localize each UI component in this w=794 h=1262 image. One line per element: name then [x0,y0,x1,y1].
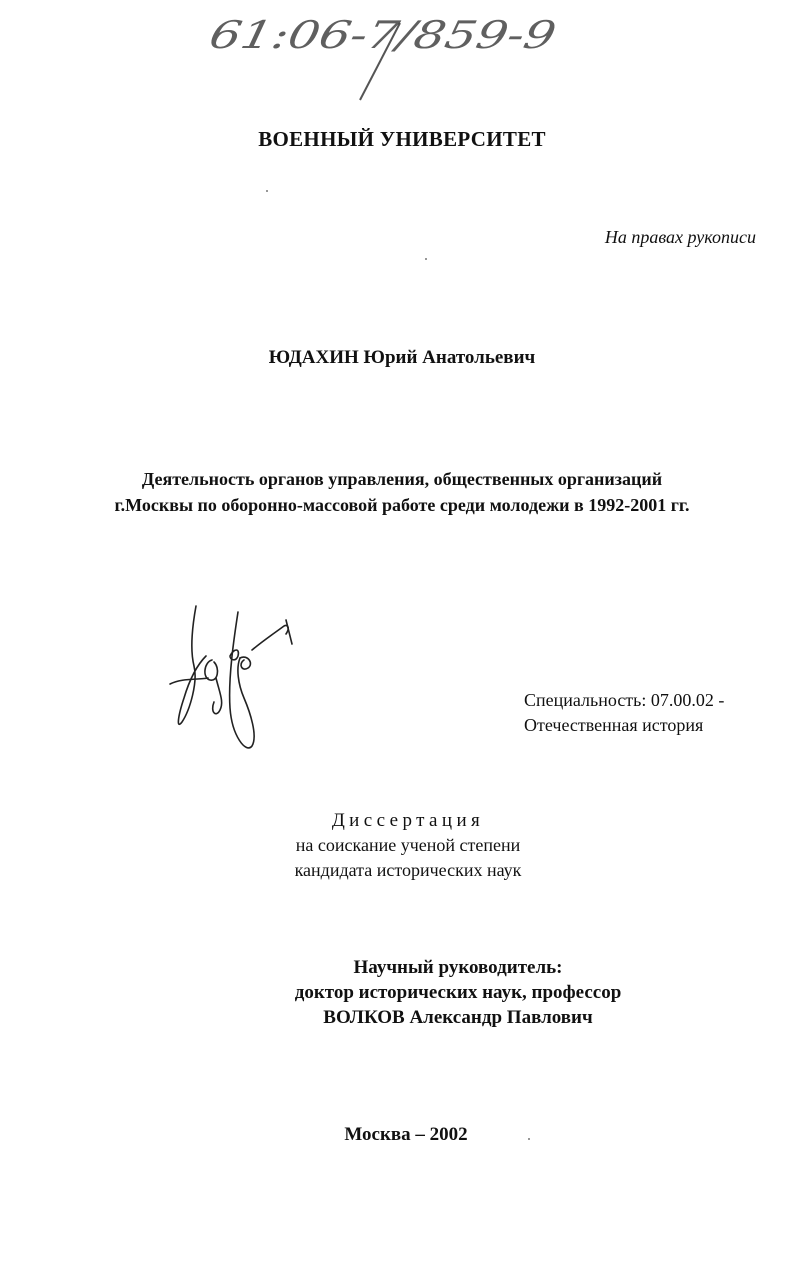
degree-line-2: кандидата исторических наук [294,860,522,880]
supervisor-block [0,955,794,1030]
specialty-block [524,688,724,738]
handwritten-archive-number [200,8,570,103]
author-name: ЮДАХИН Юрий Анатольевич [268,347,536,368]
title-line-2: г.Москвы по оборонно-массовой работе среди молодежи в 1992-2001 гг. [114,495,690,515]
specialty-code: Специальность: 07.00.02 - [524,690,725,710]
city-year: Москва – 2002 [344,1124,468,1145]
institution-name: ВОЕННЫЙ УНИВЕРСИТЕТ [258,127,546,151]
scan-speck [425,258,427,260]
supervisor-name: ВОЛКОВ Александр Павлович [323,1007,593,1028]
specialty-name: Отечественная история [524,715,704,735]
rights-note: На правах рукописи [604,227,756,247]
supervisor-degree: доктор исторических наук, профессор [294,982,622,1003]
author-signature [168,598,308,758]
archive-number-text: 61:06-7/859-9 [205,13,484,58]
degree-line-1: на соискание ученой степени [295,835,521,855]
title-line-1: Деятельность органов управления, общественных организаций [141,469,663,489]
dissertation-heading: Диссертация [331,810,485,831]
supervisor-label: Научный руководитель: [353,957,563,978]
dissertation-title [0,466,794,518]
dissertation-block [0,808,794,883]
scan-speck [266,190,268,192]
